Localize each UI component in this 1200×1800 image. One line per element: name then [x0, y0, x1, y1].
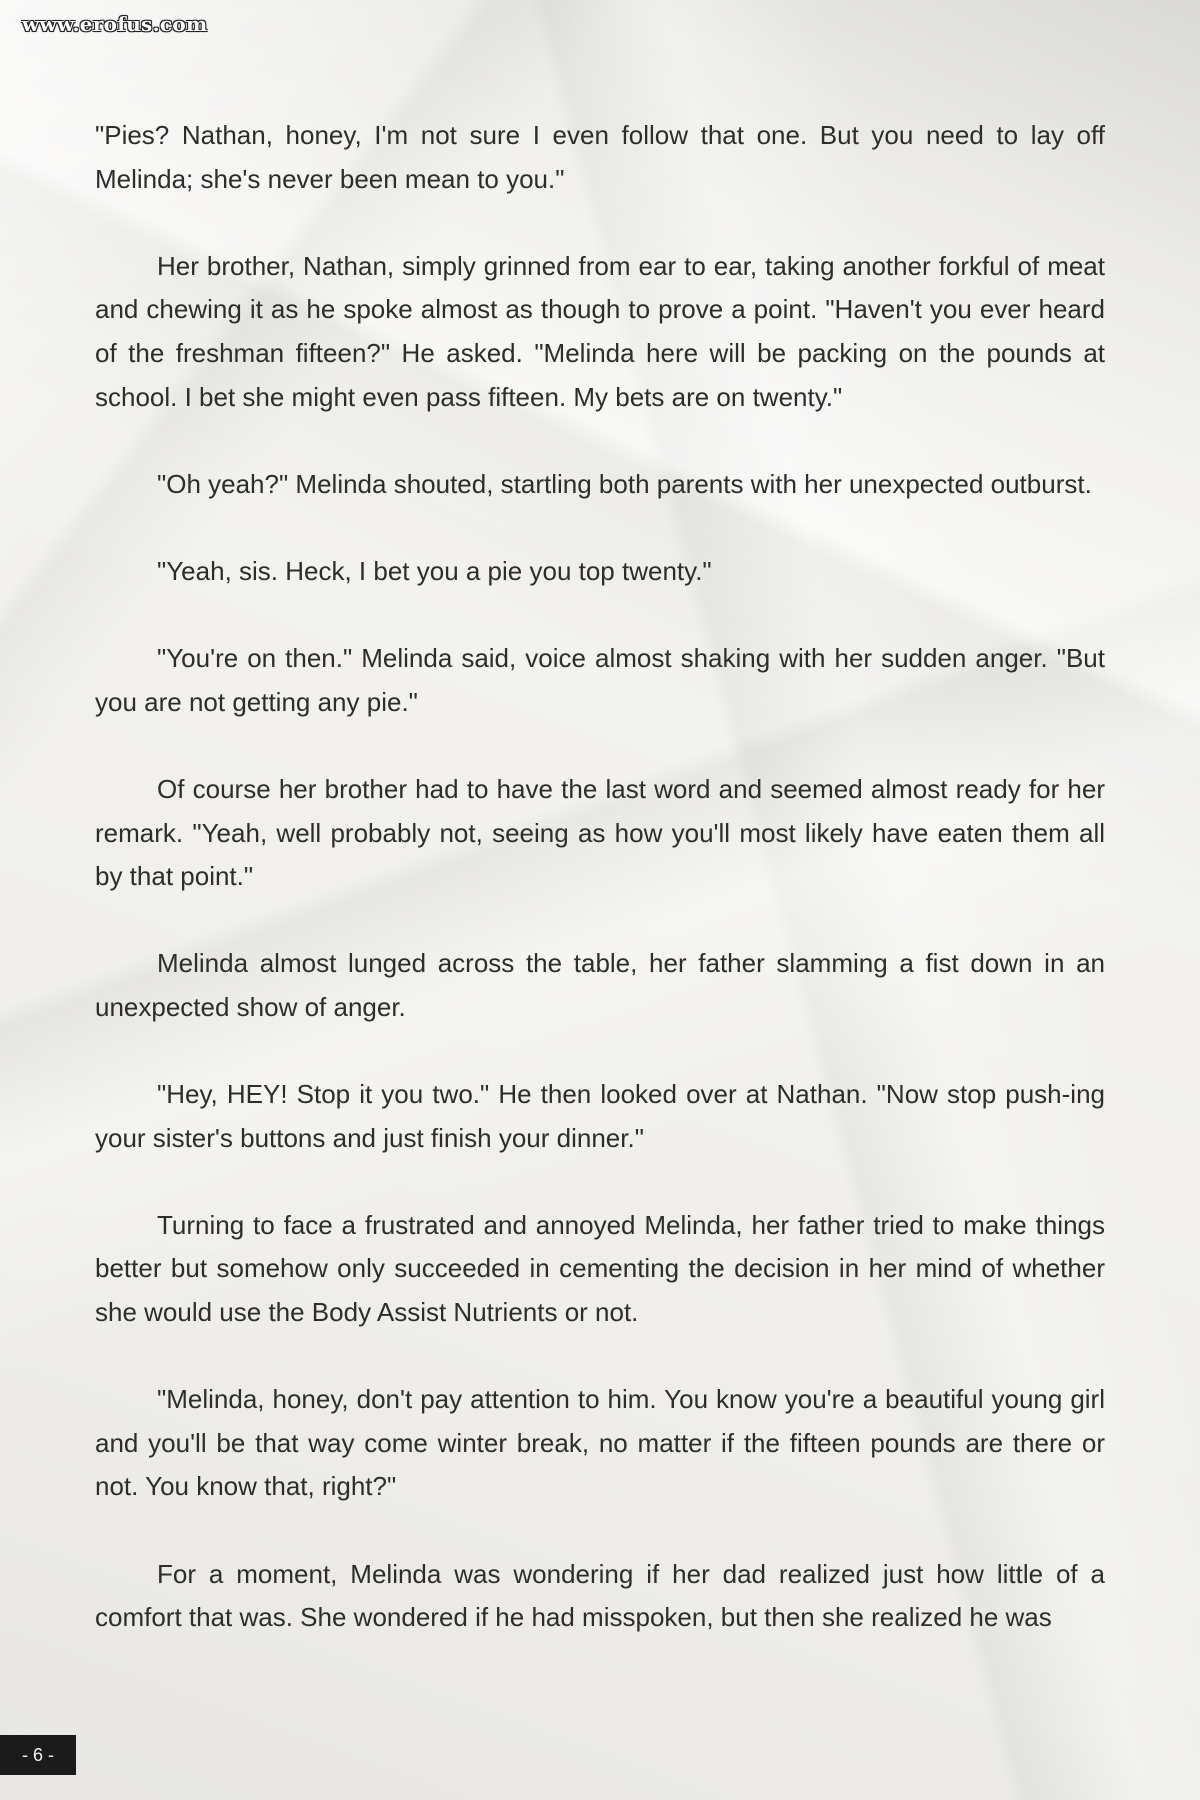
paragraph: Turning to face a frustrated and annoyed Melinda, her father tried to make things better but somehow only succeeded in cementing the decision in her mind of whether she would use the Body Assist Nutrients or not.	[95, 1209, 1105, 1328]
paragraph: "Oh yeah?" Melinda shouted, startling both parents with her unexpected outburst.	[157, 468, 1092, 499]
paragraph: Her brother, Nathan, simply grinned from ear to ear, taking another forkful of meat and chewing it as he spoke almost as though to prove a point. "Haven't you ever heard of the freshman fifteen?" He asked. "Melinda here will be packing on the pounds at school. I bet she might even pass fifteen. My bets are on twenty."	[95, 250, 1105, 412]
story-text	[95, 114, 1105, 1640]
paragraph: For a moment, Melinda was wondering if her dad realized just how little of a comfort that was. She wondered if he had misspoken, but then she realized he was	[95, 1558, 1105, 1633]
page-number: - 6 -	[0, 1735, 76, 1775]
paragraph: "Pies? Nathan, honey, I'm not sure I even follow that one. But you need to lay off Melinda; she's never been mean to you."	[95, 120, 1105, 194]
paragraph: "Yeah, sis. Heck, I bet you a pie you top twenty."	[157, 555, 712, 586]
paragraph: "Hey, HEY! Stop it you two." He then looked over at Nathan. "Now stop push-ing your sister's buttons and just finish your dinner."	[95, 1079, 1105, 1153]
paragraph: "You're on then." Melinda said, voice almost shaking with her sudden anger. "But you are not getting any pie."	[95, 643, 1105, 717]
paragraph: Of course her brother had to have the last word and seemed almost ready for her remark. "Yeah, well probably not, seeing as how you'll most likely have eaten them all by that point."	[95, 773, 1105, 892]
paragraph: Melinda almost lunged across the table, her father slamming a fist down in an unexpected show of anger.	[95, 948, 1105, 1022]
site-watermark: www.erofus.com	[22, 12, 208, 36]
paragraph: "Melinda, honey, don't pay attention to him. You know you're a beautiful young girl and you'll be that way come winter break, no matter if the fifteen pounds are there or not. You know that, right?"	[95, 1384, 1105, 1502]
